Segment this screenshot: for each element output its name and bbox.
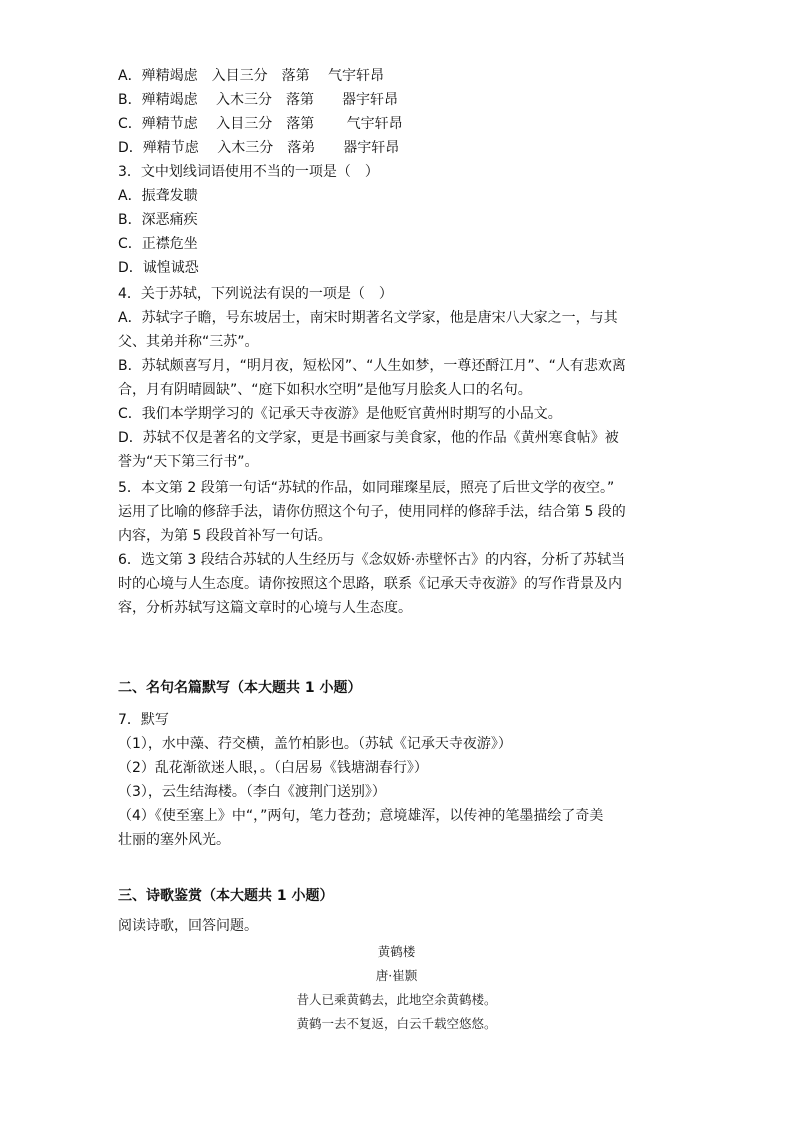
q3-option-b: B．深恶痛疾 [118,212,198,228]
q7-item-3: （3），云生结海楼。（李白《渡荆门送别》） [118,784,386,800]
q7-item-1: （1），水中藻、荇交横，盖竹柏影也。（苏轼《记承天寺夜游》） [118,736,512,752]
poem-author: 唐·崔颢 [375,968,418,983]
q4-option-b-cont: 合，月有阴晴圆缺”、“庭下如积水空明”是他写月脍炙人口的名句。 [118,382,532,398]
q6-stem-cont-2: 容，分析苏轼写这篇文章时的心境与人生态度。 [118,600,412,616]
q2-option-b: B．殚精竭虑 入木三分 落第 器宇轩昂 [118,92,399,108]
q6-stem-cont-1: 时的心境与人生态度。请你按照这个思路，联系《记承天寺夜游》的写作背景及内 [118,576,622,592]
q4-stem: 4．关于苏轼，下列说法有误的一项是（ ） [118,286,393,302]
q5-stem: 5．本文第 2 段第一句话“苏轼的作品，如同璀璨星辰，照亮了后世文学的夜空。” [118,480,615,496]
q7-item-4-cont: 壮丽的塞外风光。 [118,832,230,848]
q4-option-d: D．苏轼不仅是著名的文学家，更是书画家与美食家，他的作品《黄州寒食帖》被 [118,430,619,446]
q2-option-a: A．殚精竭虑 入目三分 落第 气宇轩昂 [118,68,385,84]
q3-stem: 3．文中划线词语使用不当的一项是（ ） [118,164,379,180]
q2-option-d: D．殚精节虑 入木三分 落弟 器宇轩昂 [118,140,400,156]
q4-option-d-cont: 誉为“天下第三行书”。 [118,454,259,470]
q5-stem-cont-2: 内容，为第 5 段段首补写一句话。 [118,528,332,544]
poem-title: 黄鹤楼 [377,944,416,959]
q7-stem: 7．默写 [118,712,169,728]
q6-stem: 6．选文第 3 段结合苏轼的人生经历与《念奴娇·赤壁怀古》的内容，分析了苏轼当 [118,552,626,568]
poem-line-1: 昔人已乘黄鹤去，此地空余黄鹤楼。 [296,992,497,1007]
q4-option-a-cont: 父、其弟并称“三苏”。 [118,334,259,350]
poem-line-2: 黄鹤一去不复返，白云千载空悠悠。 [296,1016,497,1031]
q3-option-d: D．诚惶诚恐 [118,260,199,276]
q3-option-c: C．正襟危坐 [118,236,198,252]
section2-heading: 二、名句名篇默写（本大题共 1 小题） [118,680,362,696]
q4-option-c: C．我们本学期学习的《记承天寺夜游》是他贬官黄州时期写的小品文。 [118,406,562,422]
q3-option-a: A．振聋发聩 [118,188,198,204]
section3-instruction: 阅读诗歌，回答问题。 [118,918,258,934]
q4-option-a: A．苏轼字子瞻，号东坡居士，南宋时期著名文学家，他是唐宋八大家之一，与其 [118,310,618,326]
section3-heading: 三、诗歌鉴赏（本大题共 1 小题） [118,888,334,904]
q4-option-b: B．苏轼颇喜写月，“明月夜，短松冈”、“人生如梦，一尊还酹江月”、“人有悲欢离 [118,358,626,374]
q7-item-2: （2）乱花渐欲迷人眼，。（白居易《钱塘湖春行》） [118,760,428,776]
q2-option-c: C．殚精节虑 入目三分 落第 气宇轩昂 [118,116,403,132]
q7-item-4: （4）《使至塞上》中“，”两句，笔力苍劲；意境雄浑，以传神的笔墨描绘了奇美 [118,808,604,824]
q5-stem-cont-1: 运用了比喻的修辞手法，请你仿照这个句子，使用同样的修辞手法，结合第 5 段的 [118,504,626,520]
